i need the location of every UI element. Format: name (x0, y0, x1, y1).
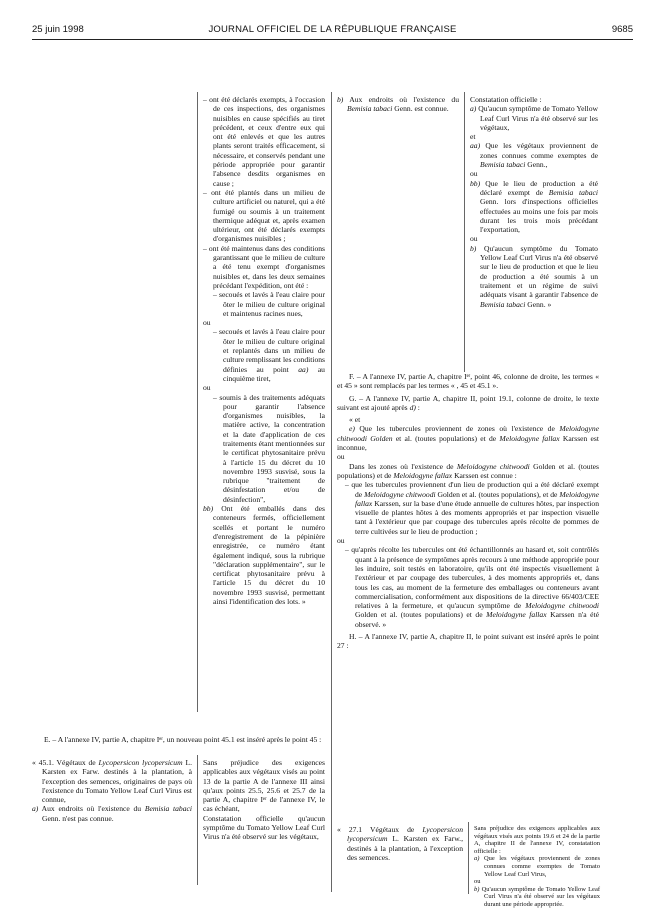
paragraph: aa) Que les végétaux proviennent de zones connues comme exemptes de Bemisia tabaci Genn., (470, 141, 598, 170)
table-27-1-right (474, 825, 600, 909)
paragraph: – que les tubercules proviennent d'un lieu de production qui a été déclaré exempt de Meloidogyne chitwoodi Golden et al. (toutes populations), et de Meloidogyne fallax Karssen, sur la base d'une étude annuelle de cultures hôtes, par inspection visuelle de plantes hôtes à des moments appropriés et par inspection visuelle tant à l'extérieur que par coupage des tubercules après récolte de pommes de terre cultivées sur le lieu de production ; (345, 480, 599, 536)
paragraph: – ont été plantés dans un milieu de culture artificiel ou naturel, qui a été fumigé ou soumis à un traitement thermique adéquat et, après examen ultérieur, ont été déclarés exempts d'organismes nuisibles ; (203, 187, 325, 244)
journal-title: JOURNAL OFFICIEL DE LA RÉPUBLIQUE FRANÇAISE (208, 24, 457, 35)
conjunction: ou (470, 169, 478, 179)
paragraph: « 27.1 Végétaux de Lycopersicon lycopersicum L. Karsten ex Farw., destinés à la plantation, à l'exception des semences. (337, 825, 463, 862)
paragraph: – qu'après récolte les tubercules ont été échantillonnés au hasard et, soit contrôlés quant à la présence de symptômes après recours à une méthode appropriée pour les induire, soit testés en laboratoire, qu'ils ont été inspectés visuellement à l'extérieur et par coupage des tubercules, à des moments appropriés et, dans tous les cas, au moment de la fermeture des emballages ou conteneurs avant commercialisation, conformément aux dispositions de la directive 66/403/CEE relatives à la fermeture, et qu'aucun symptôme de Meloidogyne chitwoodi Golden et al. (toutes populations) et de Meloidogyne fallax Karssen n'a été observé. » (345, 545, 600, 629)
paragraph: a) Que les végétaux proviennent de zones connues comme exemptes de Tomato Yellow Leaf Curl Virus, (474, 855, 600, 878)
paragraph: – ont été maintenus dans des conditions garantissant que le milieu de culture a été tenu exempt d'organismes nuisibles et, dans les deux semaines précédant l'expédition, ont été : (203, 243, 325, 290)
paragraph: Sans préjudice des exigences applicables aux végétaux visés aux points 19.6 et 24 de la partie A, chapitre II de l'annexe IV, constatation officielle : (474, 825, 600, 855)
paragraph: – ont été déclarés exempts, à l'occasion de ces inspections, des organismes nuisibles en cause spécifiés au tiret précédent, et ceux d'entre eux qui ont été enlevés et que les autres plants seront traités efficacement, si nécessaire, et conservés pendant une période appropriée pour garantir l'absence desdits organismes en cause ; (203, 95, 325, 188)
page-number: 9685 (611, 24, 633, 35)
table-27-1-left (337, 825, 463, 862)
paragraph-H: H. – A l'annexe IV, partie A, chapitre II, le point suivant est inséré après le point 27 : (337, 632, 599, 651)
paragraph: – secoués et lavés à l'eau claire pour ôter le milieu de culture original et replantés dans un milieu de culture remplissant les conditions définies au point aa) au cinquième tiret, (213, 327, 325, 383)
page-header (32, 24, 633, 38)
conjunction: ou (337, 536, 345, 546)
conjunction: ou (474, 878, 481, 886)
table-col-requirements (203, 95, 325, 606)
paragraph: Dans les zones où l'existence de Meloidogyne chitwoodi Golden et al. (toutes populations) et de Meloidogyne fallax Karssen est connue : (337, 461, 600, 480)
column-separator (468, 822, 469, 894)
paragraph: Constatation officielle : (470, 95, 542, 104)
paragraph: a) Aux endroits où l'existence du Bemisia tabaci Genn. n'est pas connue. (32, 804, 193, 823)
paragraph: – secoués et lavés à l'eau claire pour ôter le milieu de culture original et maintenus racines nues, (213, 290, 325, 318)
conjunction: ou (337, 452, 345, 462)
paragraph: b) Qu'aucun symptôme du Tomato Yellow Leaf Curl Virus n'a été observé sur le lieu de production et que le lieu de production a été soumis à un traitement et un régime de suivi adéquats visant à garantir l'absence de Bemisia tabaci Genn. » (470, 243, 598, 309)
paragraph-F: F. – A l'annexe IV, partie A, chapitre Iᵉʳ, point 46, colonne de droite, les termes « et 45 » sont remplacés par les termes « , 45 et 45.1 ». (337, 372, 599, 391)
table-col-origin (337, 95, 459, 114)
column-separator (197, 92, 198, 712)
column-separator (331, 92, 332, 892)
header-rule (32, 39, 633, 40)
column-separator (464, 92, 465, 372)
table-45-1-left (32, 758, 192, 823)
paragraph: b) Aux endroits où l'existence du Bemisia tabaci Genn. est connue. (337, 95, 459, 114)
table-col-finding (470, 95, 598, 309)
paragraph-G: G. – A l'annexe IV, partie A, chapitre II, point 19.1, colonne de droite, le texte suivant est ajouté après d) : (337, 393, 599, 412)
paragraph: Constatation officielle qu'aucun symptôme du Tomato Yellow Leaf Curl Virus n'a été observé sur les végétaux, (203, 813, 325, 842)
paragraph: – soumis à des traitements adéquats pour garantir l'absence d'organismes nuisibles, la matière active, la concentration et la date d'application de ces traitements étant mentionnées sur le certificat phytosanitaire prévu à l'article 15 du décret du 10 novembre 1993 susvisé, sous la rubrique "traitement de désinfestation et/ou de désinfection", (213, 392, 325, 504)
paragraph: e) Que les tubercules proviennent de zones où l'existence de Meloidogyne chitwoodi Golden et al. (toutes populations) et de Meloidogyne fallax Karssen est inconnue, (337, 424, 599, 453)
conjunction: ou (203, 383, 211, 393)
paragraph: a) Qu'aucun symptôme de Tomato Yellow Leaf Curl Virus n'a été observé sur les végétaux, (470, 104, 598, 132)
paragraph: « 45.1. Végétaux de Lycopersicon lycopersicum L. Karsten ex Farw. destinés à la plantation, à l'exception des semences, originaires de pays où l'existence du Tomato Yellow Leaf Curl Virus est connue, (32, 758, 192, 805)
column-separator (197, 755, 198, 885)
paragraph: b) Qu'aucun symptôme de Tomato Yellow Leaf Curl Virus n'a été observé sur les végétaux durant une période appropriée. (474, 885, 600, 908)
table-45-1-right (203, 758, 325, 842)
conjunction: ou (203, 318, 211, 328)
quote-open: « et (349, 415, 361, 425)
paragraph: bb) Ont été emballés dans des conteneurs fermés, officiellement scellés et portant le numéro d'enregistrement de la pépinière enregistrée, ce numéro étant également indiqué, sous la rubrique "déclaration supplémentaire", sur le certificat phytosanitaire prévu à l'article 15 du décret du 10 novembre 1993 susvisé, permettant ainsi l'identification des lots. » (203, 504, 325, 607)
conjunction: ou (470, 234, 478, 244)
header-date: 25 juin 1998 (32, 24, 84, 35)
paragraph-E: E. – A l'annexe IV, partie A, chapitre Iᵉʳ, un nouveau point 45.1 est inséré après le point 45 : (44, 735, 322, 744)
paragraph: Sans préjudice des exigences applicables aux végétaux visés au point 13 de la partie A de l'annexe III ainsi qu'aux points 25.5, 25.6 et 25.7 de la partie A, chapitre Iᵉʳ de l'annexe IV, le cas échéant, (203, 758, 325, 814)
conjunction: et (470, 132, 476, 142)
paragraph: bb) Que le lieu de production a été déclaré exempt de Bemisia tabaci Genn. lors d'inspections officielles effectuées au moins une fois par mois durant les trois mois précédant l'exportation, (470, 178, 599, 235)
amendments-block (337, 372, 599, 651)
